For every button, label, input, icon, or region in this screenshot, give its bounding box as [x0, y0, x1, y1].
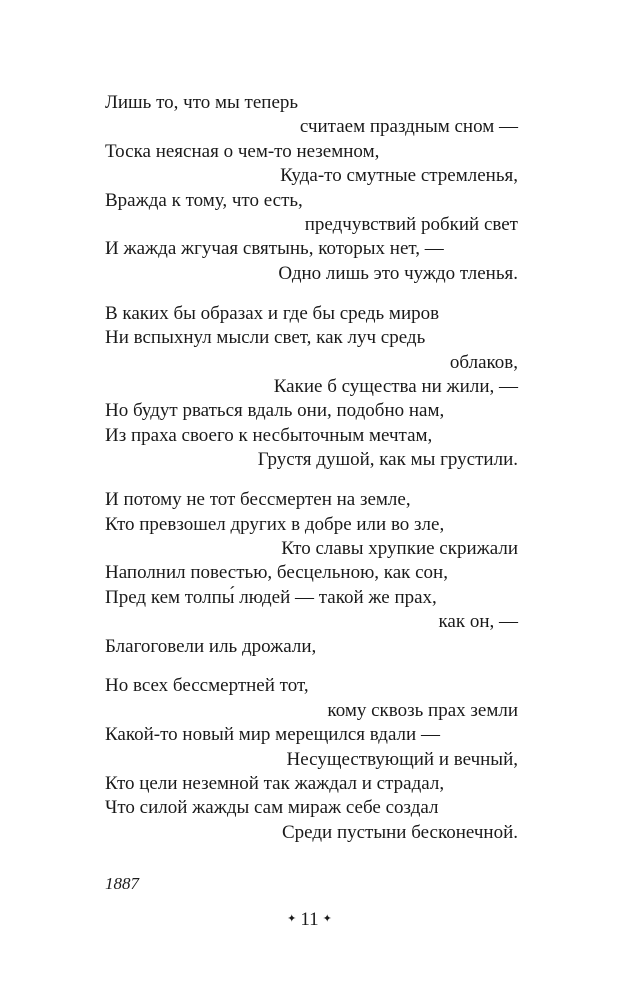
poem-line: Грустя душой, как мы грустили. [257, 449, 518, 471]
poem-line: Кто цели неземной так жаждал и страдал, [105, 773, 445, 795]
poem-line: считаем праздным сном — [299, 116, 518, 138]
stanza [105, 91, 518, 286]
poem-line: Какие б существа ни жили, — [273, 375, 518, 397]
poem-line: Вражда к тому, что есть, [105, 189, 303, 211]
stanza [105, 488, 518, 659]
poem-line: Кто славы хрупкие скрижали [281, 537, 518, 559]
poem-line: облаков, [449, 351, 518, 373]
poem-line: Что силой жажды сам мираж себе создал [105, 797, 439, 819]
poem-line: Из праха своего к несбыточным мечтам, [105, 424, 433, 446]
poem-line: Среди пустыни бесконечной. [282, 821, 518, 843]
poem-line: как он, — [438, 611, 518, 633]
poem-line: Лишь то, что мы теперь [105, 92, 299, 113]
page-number-footer [0, 909, 619, 931]
poem-line: Несуществующий и вечный, [286, 748, 518, 770]
poem-line: И жажда жгучая святынь, которых нет, — [105, 238, 444, 260]
poem-line: Ни вспыхнул мысли свет, как луч средь [105, 327, 426, 349]
stanza [105, 674, 518, 845]
poem-line: Одно лишь это чуждо тленья. [278, 262, 518, 284]
poem-line: Наполнил повестью, бесцельною, как сон, [105, 562, 448, 584]
ornament-left-icon: ✦ [287, 913, 297, 925]
poem-line: Но будут рваться вдаль они, подобно нам, [105, 400, 445, 422]
poem-line: И потому не тот бессмертен на земле, [105, 489, 411, 511]
poem [105, 91, 518, 861]
poem-line: В каких бы образах и где бы средь миров [105, 302, 440, 324]
poem-line: Благоговели иль дрожали, [105, 635, 317, 657]
poem-line: Пред кем толпы́ людей — такой же прах, [105, 586, 437, 608]
poem-line: Но всех бессмертней тот, [105, 675, 309, 697]
poem-line: Какой-то новый мир мерещился вдали — [105, 724, 440, 746]
poem-date: 1887 [105, 874, 139, 893]
poem-line: Кто превзошел других в добре или во зле, [105, 513, 445, 535]
poem-line: предчувствий робкий свет [304, 214, 518, 236]
ornament-right-icon: ✦ [322, 913, 332, 925]
poem-line: Куда-то смутные стремленья, [280, 165, 518, 187]
stanza [105, 302, 518, 473]
poem-line: кому сквозь прах земли [327, 699, 518, 721]
poem-line: Тоска неясная о чем-то неземном, [105, 140, 380, 162]
page-number: 11 [300, 909, 319, 930]
